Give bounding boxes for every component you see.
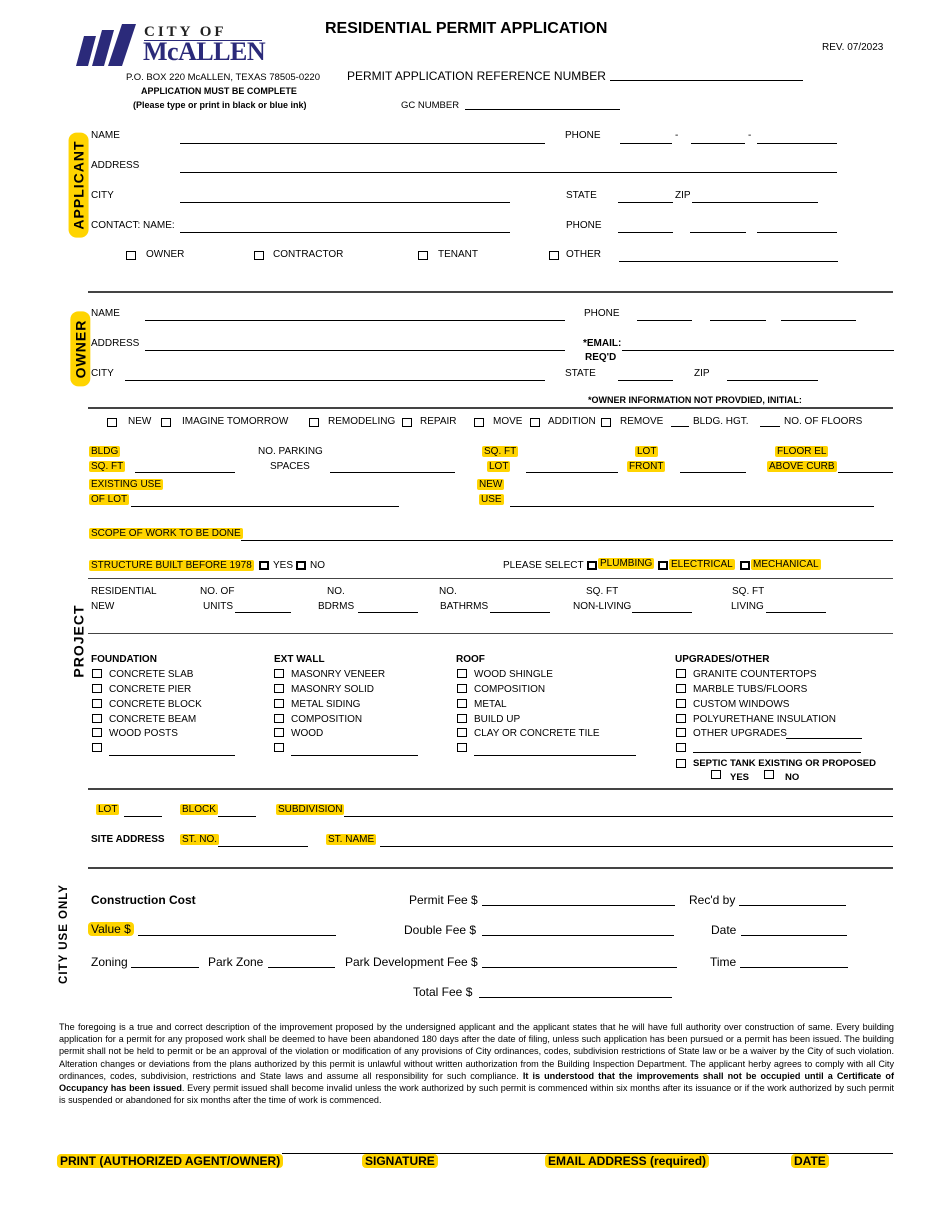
street-name-label: ST. NAME [328,834,375,845]
permit-fee-label: Permit Fee $ [409,893,478,907]
project-new-checkbox[interactable] [107,418,117,427]
ext-wall-title: EXT WALL [274,654,325,665]
bldg-height-label: BLDG. HGT. [693,416,749,427]
ext-wall-option-label: METAL SIDING [291,699,361,710]
street-name-field[interactable] [380,846,893,847]
owner-email-field[interactable] [622,350,894,351]
living-sqft-label: SQ. FT [732,586,765,597]
ext-wall-checkbox[interactable] [274,728,284,737]
time-label: Time [710,955,737,969]
value-field[interactable] [138,935,336,936]
legal-text-end: . Every permit issued shall become invalid unless the work authorized by such permit is commenced within six months after its issuance or if the work authorized by such permit is suspended or abandoned for six months after the time of work is commenced. [59,1083,894,1106]
applicant-contact-phone-label: PHONE [566,220,602,231]
septic-yes-label: YES [730,772,750,783]
zoning-field[interactable] [131,967,199,968]
applicant-contact-phone-1[interactable] [618,232,673,233]
other-upgrades-field[interactable] [786,738,862,739]
applicant-contact-field[interactable] [180,232,510,233]
owner-zip-field[interactable] [727,380,818,381]
total-fee-field[interactable] [479,997,672,998]
ext-wall-option-label: MASONRY VENEER [291,669,386,680]
floor-elevation-label-2: ABOVE CURB [769,461,835,472]
received-by-field[interactable] [739,905,846,906]
units-label: NO. OF [200,586,235,597]
units-field[interactable] [235,612,291,613]
applicant-phone-line[interactable] [757,143,837,144]
owner-phone-2[interactable] [710,320,766,321]
roof-option-label: CLAY OR CONCRETE TILE [474,728,600,739]
foundation-checkbox[interactable] [92,669,102,678]
residential-new-label-2: NEW [91,601,115,612]
street-number-field[interactable] [218,846,308,847]
built-1978-yes-label: YES [273,560,294,571]
page-title: RESIDENTIAL PERMIT APPLICATION [325,20,608,37]
bedrooms-label: NO. [327,586,345,597]
ext-wall-other-checkbox[interactable] [274,743,284,752]
section-divider-thin [88,578,893,579]
contractor-type-checkbox[interactable] [254,251,264,260]
project-remove-label: REMOVE [620,416,664,427]
subdivision-field[interactable] [344,816,893,817]
subdivision-label: SUBDIVISION [278,804,343,815]
foundation-option-label: CONCRETE SLAB [109,669,194,680]
ext-wall-checkbox[interactable] [274,714,284,723]
upgrades-checkbox[interactable] [676,699,686,708]
residential-new-label: RESIDENTIAL [91,586,157,597]
upgrades-option-label: OTHER UPGRADES [693,728,787,739]
non-living-sqft-label: SQ. FT [586,586,619,597]
ext-wall-checkbox[interactable] [274,684,284,693]
block-label: BLOCK [182,804,216,815]
applicant-city-field[interactable] [180,202,510,203]
roof-option-label: BUILD UP [474,714,521,725]
scope-of-work-field[interactable] [241,540,893,541]
upgrades-checkbox[interactable] [676,669,686,678]
owner-type-label: OWNER [146,249,185,260]
bedrooms-label-2: BDRMS [318,601,355,612]
city-logo-mark [76,24,142,66]
application-complete-note: APPLICATION MUST BE COMPLETE [141,86,297,96]
living-sqft-label-2: LIVING [731,601,764,612]
applicant-phone-label: PHONE [565,130,601,141]
site-address-label: SITE ADDRESS [91,834,165,845]
zoning-label: Zoning [91,955,128,969]
foundation-checkbox[interactable] [92,714,102,723]
upgrades-option-label: GRANITE COUNTERTOPS [693,669,817,680]
foundation-option-label: CONCRETE BLOCK [109,699,202,710]
signature-label: SIGNATURE [362,1154,438,1168]
plumbing-label: PLUMBING [600,558,653,569]
legal-statement [59,1021,894,1106]
lot-front-label-2: FRONT [629,461,664,472]
applicant-name-field[interactable] [180,143,545,144]
reference-number-label: PERMIT APPLICATION REFERENCE NUMBER [347,69,606,83]
applicant-phone-area[interactable] [620,143,672,144]
owner-name-field[interactable] [145,320,565,321]
septic-no-checkbox[interactable] [764,770,774,779]
block-field[interactable] [218,816,256,817]
floor-elevation-label: FLOOR EL [777,446,827,457]
mechanical-label: MECHANICAL [753,559,819,570]
bathrooms-label-2: BATHRMS [440,601,489,612]
owner-state-label: STATE [565,368,596,379]
owner-initial-note: *OWNER INFORMATION NOT PROVDIED, INITIAL: [588,395,802,405]
parking-label: NO. PARKING [258,446,323,457]
park-zone-label: Park Zone [208,955,264,969]
owner-name-label: NAME [91,308,120,319]
upgrades-option-label: MARBLE TUBS/FLOORS [693,684,808,695]
ink-note: (Please type or print in black or blue ink) [133,100,307,110]
contractor-type-label: CONTRACTOR [273,249,344,260]
floors-field[interactable] [760,426,780,427]
applicant-contact-label: CONTACT: NAME: [91,220,175,231]
other-type-checkbox[interactable] [549,251,559,260]
bathrooms-field[interactable] [490,612,550,613]
foundation-option-label: WOOD POSTS [109,728,178,739]
section-divider [88,407,893,409]
septic-yes-checkbox[interactable] [711,770,721,779]
project-move-label: MOVE [493,416,523,427]
lot-label: LOT [98,804,118,815]
bedrooms-field[interactable] [358,612,418,613]
owner-zip-label: ZIP [694,368,710,379]
project-remove-checkbox[interactable] [601,418,611,427]
applicant-zip-field[interactable] [692,202,818,203]
parking-label-2: SPACES [270,461,310,472]
upgrades-other-checkbox[interactable] [676,743,686,752]
bldg-sqft-label: BLDG [91,446,119,457]
lot-sqft-label: SQ. FT [484,446,517,457]
built-1978-no-checkbox[interactable] [296,561,306,570]
owner-email-label: *EMAIL: [583,338,622,349]
new-use-field[interactable] [510,506,874,507]
permit-fee-field[interactable] [482,905,675,906]
upgrades-checkbox[interactable] [676,728,686,737]
owner-address-label: ADDRESS [91,338,140,349]
ext-wall-checkbox[interactable] [274,699,284,708]
park-development-fee-label: Park Development Fee $ [345,955,478,969]
upgrades-title: UPGRADES/OTHER [675,654,770,665]
project-repair-label: REPAIR [420,416,457,427]
roof-other-field[interactable] [474,755,636,756]
owner-phone-3[interactable] [781,320,856,321]
other-type-label: OTHER [566,249,601,260]
foundation-checkbox[interactable] [92,728,102,737]
lot-front-field[interactable] [680,472,746,473]
living-sqft-field[interactable] [766,612,826,613]
section-divider [88,788,893,790]
septic-no-label: NO [785,772,800,783]
owner-email-required: REQ'D [585,352,617,363]
applicant-zip-label: ZIP [675,190,691,201]
new-use-label: NEW [479,479,503,490]
foundation-option-label: CONCRETE PIER [109,684,192,695]
roof-checkbox[interactable] [457,728,467,737]
park-development-fee-field[interactable] [482,967,677,968]
roof-checkbox[interactable] [457,669,467,678]
existing-use-label-2: OF LOT [91,494,128,505]
other-type-field[interactable] [619,261,838,262]
please-select-label: PLEASE SELECT [503,560,584,571]
project-section-label: PROJECT [70,604,87,678]
legal-occupancy-clause: It is understood that the improvements shall not be occupied until a Certificate of Occupancy has been issued [59,1070,894,1094]
roof-option-label: WOOD SHINGLE [474,669,553,680]
section-divider [88,867,893,869]
logo-city-text: CITY OF [144,24,227,40]
owner-address-field[interactable] [145,350,565,351]
owner-city-field[interactable] [125,380,545,381]
applicant-contact-phone-3[interactable] [757,232,837,233]
non-living-sqft-field[interactable] [632,612,692,613]
dash: - [675,130,679,141]
applicant-state-field[interactable] [618,202,673,203]
parking-field[interactable] [330,472,455,473]
project-remodeling-checkbox[interactable] [309,418,319,427]
gc-number-label: GC NUMBER [401,100,460,111]
print-name-label: PRINT (AUTHORIZED AGENT/OWNER) [57,1154,283,1168]
units-label-2: UNITS [203,601,233,612]
upgrades-checkbox[interactable] [676,684,686,693]
applicant-address-label: ADDRESS [91,160,140,171]
upgrades-checkbox[interactable] [676,714,686,723]
project-addition-label: ADDITION [548,416,596,427]
legal-text: The foregoing is a true and correct description of the improvement proposed by the undersigned applicant and the applicant states that he will have full authority over construction of same. Every building application for a permit for any proposed work shall be deemed to have been abandoned 180 days after the date of filing, unless such application has been pursued or a permit has been issued. The building permit shall not be held to permit or be an approval of the violation or modification of any provisions of City ordinances, codes, subdivision restrictions of State law or be a waiver by the City of such violation. Alteration changes or deviations from the plans authorized by this permit is unlawful without written authorization from the Building Inspection Department. The applicant herby agrees to comply with all City ordinances, codes, subdivision, restrictions and State laws and assume all responsibility for such compliance. [59,1022,894,1081]
septic-label: SEPTIC TANK EXISTING OR PROPOSED [693,758,876,769]
lot-field[interactable] [124,816,162,817]
built-1978-yes-checkbox[interactable] [259,561,269,570]
new-use-label-2: USE [481,494,502,505]
project-remodeling-label: REMODELING [328,416,396,427]
owner-phone-1[interactable] [637,320,692,321]
signature-date-label: DATE [791,1154,829,1168]
double-fee-field[interactable] [482,935,674,936]
roof-other-checkbox[interactable] [457,743,467,752]
foundation-other-field[interactable] [109,755,235,756]
mechanical-checkbox[interactable] [740,561,750,570]
lot-sqft-field[interactable] [526,472,618,473]
applicant-phone-prefix[interactable] [691,143,745,144]
lot-sqft-label-2: LOT [489,461,509,472]
roof-checkbox[interactable] [457,699,467,708]
project-addition-checkbox[interactable] [530,418,540,427]
date-received-label: Date [711,923,737,937]
project-imagine-tomorrow-label: IMAGINE TOMORROW [182,416,289,427]
bathrooms-label: NO. [439,586,457,597]
foundation-checkbox[interactable] [92,684,102,693]
ext-wall-option-label: WOOD [291,728,324,739]
applicant-city-label: CITY [91,190,114,201]
street-number-label: ST. NO. [182,834,218,845]
lot-front-label: LOT [637,446,657,457]
owner-state-field[interactable] [618,380,673,381]
bldg-sqft-label-2: SQ. FT [91,461,124,472]
owner-section-label: OWNER [70,312,90,387]
tenant-type-label: TENANT [438,249,478,260]
existing-use-label: EXISTING USE [91,479,162,490]
project-imagine-tomorrow-checkbox[interactable] [161,418,171,427]
ext-wall-option-label: MASONRY SOLID [291,684,374,695]
owner-type-checkbox[interactable] [126,251,136,260]
project-move-checkbox[interactable] [474,418,484,427]
owner-phone-label: PHONE [584,308,620,319]
built-before-1978-label: STRUCTURE BUILT BEFORE 1978 [91,560,252,571]
section-divider-thin [88,633,893,634]
reference-number-field[interactable] [610,80,803,81]
tenant-type-checkbox[interactable] [418,251,428,260]
non-living-sqft-label-2: NON-LIVING [573,601,632,612]
total-fee-label: Total Fee $ [413,985,473,999]
plumbing-checkbox[interactable] [587,561,597,570]
po-box-address: P.O. BOX 220 McALLEN, TEXAS 78505-0220 [126,72,320,83]
applicant-section-label: APPLICANT [69,132,89,237]
ext-wall-checkbox[interactable] [274,669,284,678]
revision-label: REV. 07/2023 [822,42,884,53]
city-use-section-label: CITY USE ONLY [57,884,70,984]
bldg-height-field[interactable] [671,426,689,427]
foundation-title: FOUNDATION [91,654,157,665]
applicant-contact-phone-2[interactable] [690,232,746,233]
bldg-sqft-field[interactable] [135,472,235,473]
upgrades-other-field[interactable] [693,752,861,753]
ext-wall-option-label: COMPOSITION [291,714,363,725]
email-address-label: EMAIL ADDRESS (required) [545,1154,709,1168]
electrical-label: ELECTRICAL [671,559,733,570]
foundation-checkbox[interactable] [92,699,102,708]
dash: - [748,130,752,141]
double-fee-label: Double Fee $ [404,923,477,937]
construction-cost-label: Construction Cost [91,893,196,907]
ext-wall-other-field[interactable] [291,755,418,756]
applicant-name-label: NAME [91,130,120,141]
existing-use-field[interactable] [131,506,399,507]
applicant-address-field[interactable] [180,172,837,173]
septic-checkbox[interactable] [676,759,686,768]
logo-name-text: McALLEN [143,37,266,66]
upgrades-option-label: POLYURETHANE INSULATION [693,714,836,725]
roof-checkbox[interactable] [457,714,467,723]
project-repair-checkbox[interactable] [402,418,412,427]
roof-checkbox[interactable] [457,684,467,693]
applicant-state-label: STATE [566,190,597,201]
upgrades-option-label: CUSTOM WINDOWS [693,699,790,710]
built-1978-no-label: NO [310,560,325,571]
foundation-other-checkbox[interactable] [92,743,102,752]
gc-number-field[interactable] [465,109,620,110]
date-received-field[interactable] [741,935,847,936]
roof-option-label: COMPOSITION [474,684,546,695]
project-new-label: NEW [128,416,152,427]
electrical-checkbox[interactable] [658,561,668,570]
owner-city-label: CITY [91,368,114,379]
value-label: Value $ [88,922,134,936]
roof-title: ROOF [456,654,485,665]
park-zone-field[interactable] [268,967,335,968]
received-by-label: Rec'd by [689,893,736,907]
time-field[interactable] [740,967,848,968]
roof-option-label: METAL [474,699,507,710]
scope-of-work-label: SCOPE OF WORK TO BE DONE [91,528,241,539]
section-divider [88,291,893,293]
floors-label: NO. OF FLOORS [784,416,863,427]
floor-elevation-field[interactable] [838,472,893,473]
foundation-option-label: CONCRETE BEAM [109,714,197,725]
